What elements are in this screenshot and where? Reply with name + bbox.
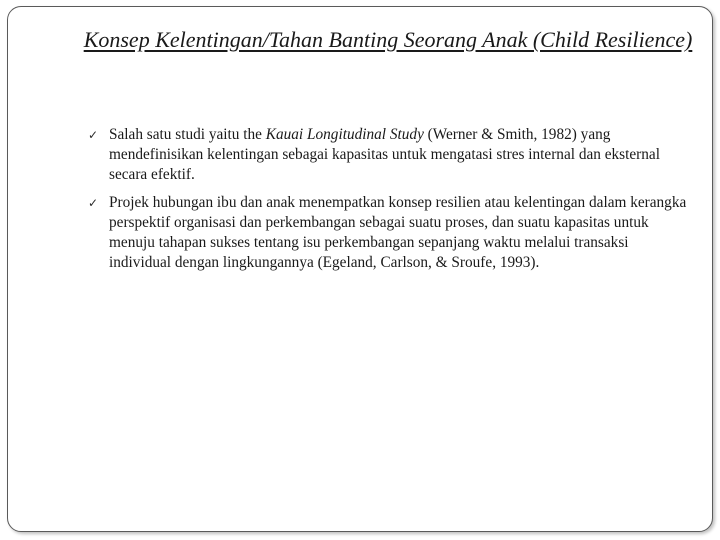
bullet-1-study-name: Kauai Longitudinal Study [265, 126, 424, 143]
bullet-item-1 [88, 125, 688, 185]
bullet-1-text-end: (Werner & Smith, 1982) yang mendefinisikan kelentingan sebagai kapasitas untuk mengatasi stres internal dan eksternal secara efektif. [109, 126, 660, 183]
bullet-list [88, 125, 688, 281]
bullet-2-text: Projek hubungan ibu dan anak menempatkan konsep resilien atau kelentingan dalam kerangka perspektif organisasi dan perkembangan sebagai suatu proses, dan suatu kapasitas untuk menuju tahapan sukses tentang isu perkembangan sepanjang waktu melalui transaksi individual dengan lingkungannya (Egeland, Carlson, & Sroufe, 1993). [109, 194, 687, 271]
slide-frame [7, 6, 713, 532]
slide-title: Konsep Kelentingan/Tahan Banting Seorang Anak (Child Resilience) [83, 27, 693, 52]
check-icon: ✓ [88, 196, 99, 210]
bullet-1-text-start: Salah satu studi yaitu the [109, 126, 266, 143]
bullet-item-2 [88, 193, 688, 273]
check-icon: ✓ [88, 128, 99, 142]
